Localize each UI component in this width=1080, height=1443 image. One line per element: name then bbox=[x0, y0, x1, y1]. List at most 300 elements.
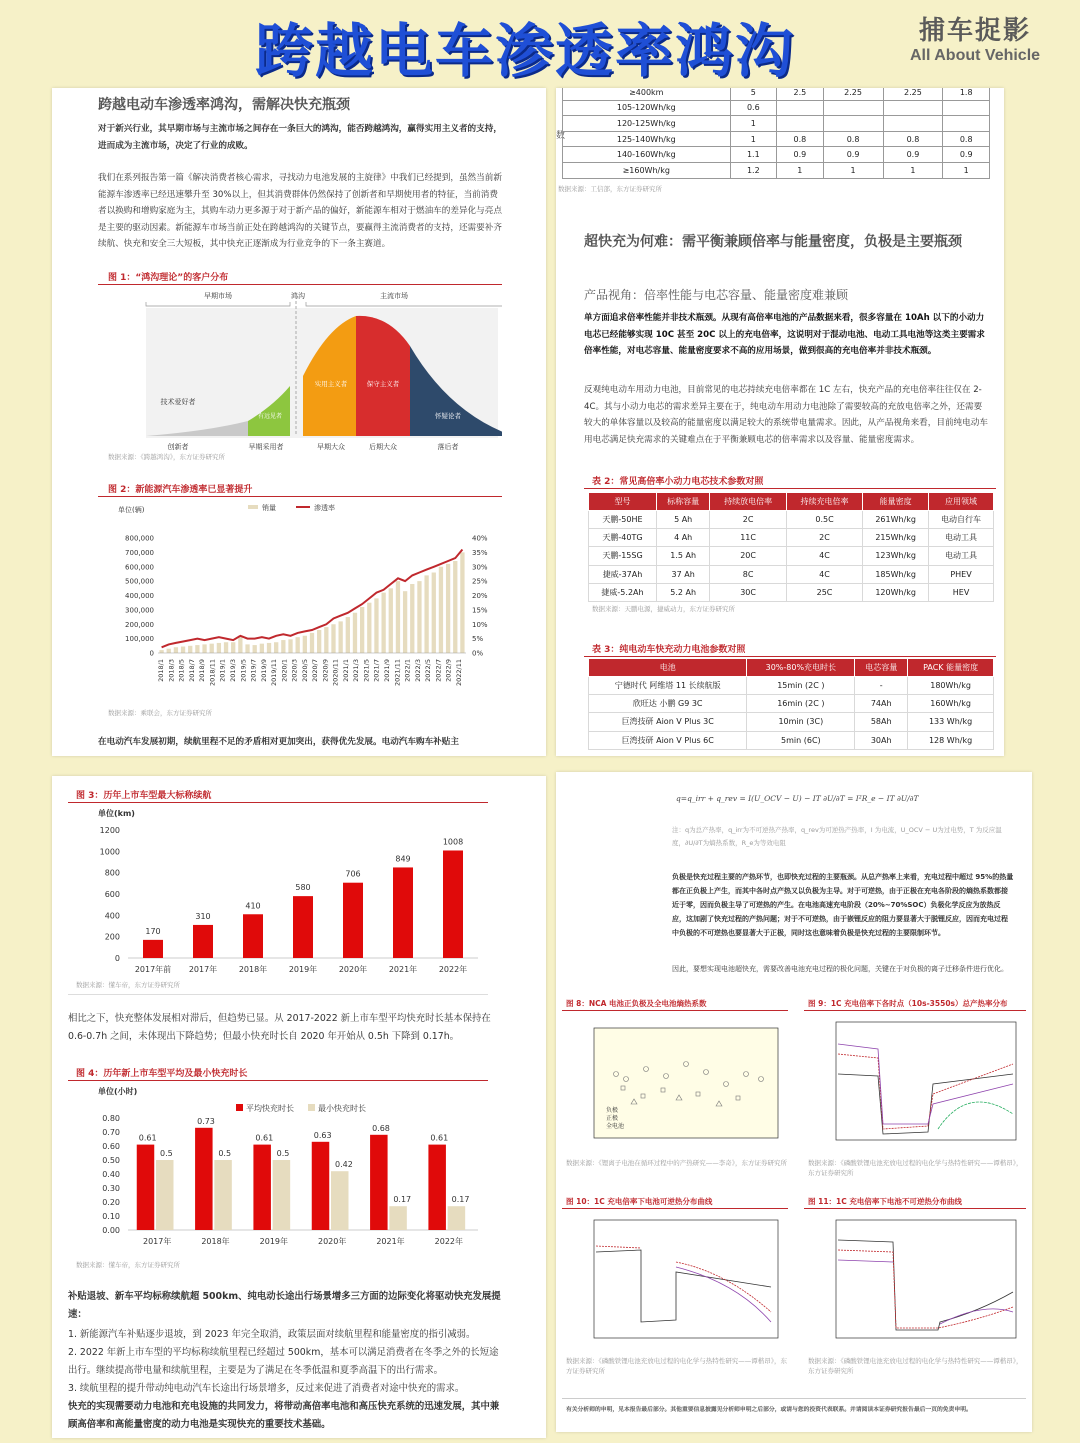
fig8-plot-area bbox=[594, 1028, 778, 1138]
fig2-bar bbox=[324, 627, 328, 653]
fig9-curve-4 bbox=[938, 1102, 1013, 1129]
fig2-bar bbox=[217, 643, 221, 653]
table-row bbox=[589, 547, 994, 565]
fig2-xtick: 2020/5 bbox=[300, 659, 309, 682]
fig4-xtick: 2017年 bbox=[142, 1237, 172, 1246]
fig9-curve-3 bbox=[838, 1044, 1013, 1124]
fig4-ytick: 0.50 bbox=[102, 1156, 120, 1165]
fig10-curve-2 bbox=[596, 1246, 771, 1312]
fig2-y2tick: 20% bbox=[472, 592, 488, 600]
page-4 bbox=[556, 772, 1032, 1432]
table2-source: 数据来源：天鹏电源，捷威动力，东方证券研究所 bbox=[592, 605, 735, 613]
fig4-bar bbox=[195, 1128, 213, 1230]
fig11-rule bbox=[804, 1208, 1026, 1209]
top-table-cell: 1 bbox=[883, 162, 943, 178]
table-cell: 160Wh/kg bbox=[908, 695, 994, 713]
table-cell: 37 Ah bbox=[657, 565, 710, 583]
fig3-caption: 图 3：历年上市车型最大标称续航 bbox=[76, 791, 212, 801]
fig2-ytick: 300,000 bbox=[125, 606, 154, 615]
fig10-chart bbox=[566, 1212, 788, 1352]
fig2-xtick: 2019/7 bbox=[249, 659, 258, 682]
page-1 bbox=[52, 88, 546, 756]
table-cell: HEV bbox=[929, 583, 994, 601]
fig8-legend-1: 负极 bbox=[606, 1107, 619, 1114]
fig2-bar bbox=[403, 591, 407, 653]
fig3-ytick: 800 bbox=[104, 868, 120, 878]
fig2-ytick: 100,000 bbox=[125, 635, 154, 644]
fig11-source: 数据来源：《磷酸铁锂电池充放电过程的电化学与热特性研究——谭楷昂》，东方证券研究所 bbox=[808, 1357, 1023, 1375]
top-table-cell bbox=[883, 116, 943, 132]
top-table-cell: 140-160Wh/kg bbox=[563, 147, 731, 163]
fig2-bar bbox=[381, 593, 385, 653]
table-cell: 巨湾技研 Aion V Plus 6C bbox=[589, 731, 747, 749]
fig4-bar-label: 0.17 bbox=[393, 1195, 412, 1205]
fig1-x-label-5: 落后者 bbox=[437, 443, 459, 451]
fig2-bar bbox=[202, 644, 206, 653]
fig2-xtick: 2018/5 bbox=[177, 659, 186, 682]
fig4-bar-label: 0.73 bbox=[197, 1116, 215, 1126]
fig3-xtick: 2019年 bbox=[288, 965, 318, 974]
fig8-legend-2: 正极 bbox=[606, 1115, 619, 1122]
fig2-xtick: 2019/3 bbox=[229, 659, 237, 682]
fig4-source: 数据来源：懂车帝，东方证券研究所 bbox=[76, 1261, 180, 1269]
page1-para1: 对于新兴行业，其早期市场与主流市场之间存在一条巨大的鸿沟，能否跨越鸿沟，赢得实用主义者的支持，进而成为主流市场，决定了行业的成败。 bbox=[98, 124, 502, 151]
table-cell: 巨湾技研 Aion V Plus 3C bbox=[589, 713, 747, 731]
fig3-source: 数据来源：懂车帝，东方证券研究所 bbox=[76, 981, 180, 989]
fig2-ytick: 200,000 bbox=[125, 620, 154, 629]
fig2-xtick: 2021/11 bbox=[393, 659, 402, 687]
table-cell: 15min (2C ) bbox=[747, 677, 855, 695]
fig11-chart bbox=[808, 1212, 1026, 1352]
fig2-bar bbox=[253, 645, 257, 653]
table-cell: 20C bbox=[710, 547, 786, 565]
table-header-cell: 持续放电倍率 bbox=[710, 493, 786, 511]
fig2-bar bbox=[188, 646, 192, 653]
table-row bbox=[589, 695, 994, 713]
page4-para2: 因此，要想实现电池超快充，需要改善电池充电过程的极化问题，关键在于对负极的离子迁移条件进行优化。 bbox=[672, 965, 1008, 973]
fig2-xtick: 2022/1 bbox=[403, 659, 412, 682]
fig2-bar bbox=[288, 639, 292, 653]
fig3-bar-label: 1008 bbox=[442, 837, 464, 847]
fig3-ytick: 1000 bbox=[99, 847, 120, 857]
top-table-cell: 1.2 bbox=[730, 162, 777, 178]
fig4-ytick: 0.80 bbox=[102, 1114, 120, 1123]
table-cell: 2C bbox=[710, 511, 786, 529]
page3-list-1: 1. 新能源汽车补贴逐步退坡，到 2023 年完全取消，政策层面对续航里程和能量密度的指引减弱。 bbox=[68, 1329, 476, 1340]
fig9-rule bbox=[804, 1010, 1026, 1011]
top-table-cell: 0.9 bbox=[883, 147, 943, 163]
page3-list-3: 3. 续航里程的提升带动纯电动汽车长途出行场景增多，反过来促进了消费者对途中快充的需求。 bbox=[68, 1383, 465, 1394]
fig3-ytick: 600 bbox=[104, 890, 120, 899]
table-cell: 10min (3C) bbox=[747, 713, 855, 731]
top-table-cell: 0.8 bbox=[777, 131, 824, 147]
fig2-xtick: 2022/7 bbox=[434, 659, 443, 682]
page2-para2: 反观纯电动车用动力电池，目前常见的电芯持续充电倍率都在 1C 左右，快充产品的充电倍率往往仅在 2-4C。其与小动力电芯的需求差异主要在于，纯电动车用动力电池除了需要较高的充放电倍率之外，还需要较大的单体容量以及较高的能量密度以满足较大的系统带电量需求。因此，从产品视角来看，目前纯电动车用电芯满足快充需求的关键难点在于平衡兼顾电芯的倍率需求以及容量、能量密度需求。 bbox=[584, 385, 988, 445]
fig3-bar-label: 170 bbox=[145, 926, 161, 936]
fig10-curve-3 bbox=[676, 1267, 771, 1322]
fig2-xtick: 2022/9 bbox=[444, 659, 453, 682]
top-table-cell: 0.8 bbox=[943, 131, 990, 147]
table-cell: 天鹏-15SG bbox=[589, 547, 657, 565]
table-cell: 8C bbox=[710, 565, 786, 583]
fig2-xtick: 2018/1 bbox=[157, 659, 166, 682]
top-table-cell: 2.5 bbox=[777, 88, 824, 100]
fig10-caption: 图 10：1C 充电倍率下电池可逆热分布曲线 bbox=[566, 1197, 713, 1206]
fig3-xtick: 2021年 bbox=[388, 965, 418, 974]
table-cell: 5min (6C) bbox=[747, 731, 855, 749]
fig2-bar bbox=[159, 650, 163, 653]
table-cell: 宁德时代 阿维塔 11 长续航版 bbox=[589, 677, 747, 695]
table-row bbox=[589, 677, 994, 695]
top-table-cell: 2.25 bbox=[823, 88, 883, 100]
fig8-rule bbox=[562, 1010, 788, 1011]
brand-name-en: All About Vehicle bbox=[909, 47, 1041, 64]
fig3-bottom-rule bbox=[68, 994, 488, 995]
fig2-xtick: 2021/5 bbox=[362, 659, 371, 682]
fig2-bar bbox=[210, 644, 214, 653]
fig2-bar bbox=[374, 598, 378, 653]
fig4-ytick: 0.70 bbox=[102, 1128, 120, 1137]
fig4-bar bbox=[312, 1142, 330, 1230]
table-header-cell: 标称容量 bbox=[657, 493, 710, 511]
table-cell: 215Wh/kg bbox=[863, 529, 929, 547]
fig4-bar bbox=[253, 1145, 271, 1230]
fig2-bar bbox=[317, 630, 321, 653]
fig2-bar bbox=[274, 642, 278, 653]
formula: q=q_irr + q_rev = I(U_OCV − U) − IT ∂U/∂T = I²R_e − IT ∂U/∂T bbox=[676, 794, 919, 803]
table-row bbox=[589, 511, 994, 529]
top-table-cell bbox=[883, 100, 943, 116]
fig2-bar bbox=[446, 564, 450, 653]
fig4-ytick: 0.40 bbox=[102, 1170, 120, 1179]
table-cell: - bbox=[855, 677, 908, 695]
footer-rule bbox=[562, 1398, 1026, 1399]
table-header-cell: 应用领域 bbox=[929, 493, 994, 511]
fig1-seg-skep: 怀疑论者 bbox=[435, 412, 461, 420]
fig2-xtick: 2019/9 bbox=[259, 659, 268, 682]
table3 bbox=[588, 658, 994, 750]
top-table-cell: 0.6 bbox=[730, 100, 777, 116]
page3-para2: 补贴退坡、新车平均标称续航超 500km、纯电动长途出行场景增多三方面的边际变化将驱动快充发展提速： bbox=[68, 1291, 501, 1320]
top-table-cell: 105-120Wh/kg bbox=[563, 100, 731, 116]
fig2-legend-rate: 渗透率 bbox=[314, 504, 335, 512]
fig2-xtick: 2021/3 bbox=[352, 659, 361, 682]
fig4-bar-label: 0.63 bbox=[313, 1130, 332, 1140]
table-row bbox=[589, 583, 994, 601]
fig4-bar-label: 0.5 bbox=[276, 1149, 290, 1158]
table-cell: 128 Wh/kg bbox=[908, 731, 994, 749]
top-table-cell: 1 bbox=[823, 162, 883, 178]
fig2-bar bbox=[453, 561, 457, 653]
table-cell: 30Ah bbox=[855, 731, 908, 749]
fig2-xtick: 2018/7 bbox=[187, 659, 196, 682]
fig9-plot-area bbox=[836, 1022, 1016, 1140]
table-cell: 185Wh/kg bbox=[863, 565, 929, 583]
fig3-bar bbox=[343, 883, 363, 958]
fig4-legend-swatch-avg bbox=[236, 1104, 243, 1111]
fig2-ytick: 600,000 bbox=[125, 563, 154, 572]
fig4-bar-label: 0.68 bbox=[372, 1123, 390, 1133]
fig4-bar bbox=[331, 1171, 349, 1230]
table-header-cell: 型号 bbox=[589, 493, 657, 511]
banner-title: 跨越电车渗透率鸿沟 bbox=[255, 17, 796, 85]
top-table-cell: ≥400km bbox=[563, 88, 731, 100]
fig2-bar bbox=[238, 636, 242, 653]
table-cell: 电动工具 bbox=[929, 547, 994, 565]
fig1-x-label-1: 创新者 bbox=[167, 443, 189, 451]
fig4-bar bbox=[137, 1145, 155, 1230]
table-row bbox=[589, 713, 994, 731]
fig2-bar bbox=[367, 603, 371, 653]
fig2-bar bbox=[174, 647, 178, 653]
fig1-x-label-4: 后期大众 bbox=[369, 443, 397, 451]
fig8-caption: 图 8：NCA 电池正负极及全电池熵热系数 bbox=[566, 999, 707, 1008]
table-cell: 捷威-37Ah bbox=[589, 565, 657, 583]
fig4-chart bbox=[68, 1082, 488, 1258]
fig2-xtick: 2022/5 bbox=[424, 659, 433, 682]
fig2-bar bbox=[353, 613, 357, 653]
top-table-side-label: 数 bbox=[556, 131, 566, 141]
fig1-chasm-diagram bbox=[98, 286, 502, 466]
fig2-xtick: 2020/7 bbox=[311, 659, 320, 682]
fig3-bar bbox=[393, 867, 413, 958]
top-table-row bbox=[563, 162, 990, 178]
fig3-ylabel: 单位(km) bbox=[98, 809, 135, 818]
top-table-cell: 0.9 bbox=[823, 147, 883, 163]
table-cell: 58Ah bbox=[855, 713, 908, 731]
fig2-bar bbox=[181, 647, 185, 653]
fig1-bracket-early bbox=[146, 302, 290, 306]
fig2-xtick: 2018/3 bbox=[167, 659, 176, 682]
fig3-xtick: 2018年 bbox=[238, 965, 268, 974]
fig1-seg-cons: 保守主义者 bbox=[366, 380, 400, 388]
fig3-ytick: 0 bbox=[114, 954, 120, 963]
fig2-y2tick: 10% bbox=[472, 620, 488, 629]
top-table-source: 数据来源：工信部，东方证券研究所 bbox=[558, 185, 662, 193]
table-cell: 欣旺达 小鹏 G9 3C bbox=[589, 695, 747, 713]
fig3-bar-label: 310 bbox=[195, 911, 211, 921]
fig2-xtick: 2019/1 bbox=[218, 659, 227, 682]
table-cell: 30C bbox=[710, 583, 786, 601]
fig2-xtick: 2021/7 bbox=[372, 659, 381, 682]
fig2-xtick: 2022/3 bbox=[413, 659, 422, 682]
table2-rule bbox=[584, 488, 996, 489]
brand-name-cn: 捕车捉影 bbox=[918, 16, 1031, 46]
fig9-chart bbox=[808, 1014, 1026, 1154]
fig1-seg-vision: 有远见者 bbox=[257, 413, 283, 420]
fig2-bar bbox=[260, 644, 264, 653]
fig10-curve-1 bbox=[596, 1250, 771, 1322]
fig1-rule bbox=[98, 284, 502, 285]
page2-subheading: 产品视角：倍率性能与电芯容量、能量密度难兼顾 bbox=[584, 288, 849, 302]
fig2-xtick: 2021/1 bbox=[341, 659, 350, 682]
fig11-curve-2 bbox=[838, 1250, 1013, 1328]
top-table-row bbox=[563, 131, 990, 147]
fig3-ytick: 400 bbox=[104, 911, 120, 921]
fig2-xtick: 2018/9 bbox=[198, 659, 207, 682]
fig2-bar bbox=[346, 617, 350, 653]
fig2-rule bbox=[98, 496, 502, 497]
table-cell: 180Wh/kg bbox=[908, 677, 994, 695]
fig9-source: 数据来源：《磷酸铁锂电池充放电过程的电化学与热特性研究——谭楷昂》，东方证券研究所 bbox=[808, 1159, 1023, 1177]
table-cell: 捷威-5.2Ah bbox=[589, 583, 657, 601]
fig3-xtick: 2017年 bbox=[188, 965, 218, 974]
top-table-cell: 0.8 bbox=[823, 131, 883, 147]
page3-list-2: 2. 2022 年新上市车型的平均标称续航里程已经超过 500km，基本可以满足消费者在冬季之外的长短途出行。继续提高带电量和续航里程，主要是为了满足在冬季低温和夏季高温下的出行需求。 bbox=[68, 1347, 499, 1376]
fig11-curve-1 bbox=[838, 1240, 1013, 1330]
brand-logo bbox=[880, 10, 1070, 65]
fig2-rate-line bbox=[162, 550, 463, 648]
page1-bottom-text: 在电动汽车发展初期，续航里程不足的矛盾相对更加突出，获得优先发展。电动汽车购车补贴主 bbox=[98, 737, 459, 747]
fig2-y2tick: 15% bbox=[472, 606, 488, 615]
fig2-bar bbox=[417, 581, 421, 653]
fig1-label-main: 主流市场 bbox=[380, 292, 408, 300]
fig9-caption: 图 9：1C 充电倍率下各时点（10s-3550s）总产热率分布 bbox=[808, 999, 1008, 1008]
table-cell: 5 Ah bbox=[657, 511, 710, 529]
fig2-bar bbox=[224, 642, 228, 653]
fig4-bar bbox=[214, 1160, 232, 1230]
page2-para1-text: 单方面追求倍率性能并非技术瓶颈。从现有高倍率电池的产品数据来看，很多容量在 10Ah 以下的小动力电芯已经能够实现 10C 甚至 20C 以上的充电倍率，这说明对于混动电池、电动工具电池等这类主要需求倍率性能，对电芯容量、能量密度要求不高的应用场景，做到很高的充电倍率并非技术瓶颈。 bbox=[584, 313, 985, 356]
fig2-bar bbox=[360, 607, 364, 653]
table-cell: 16min (2C ) bbox=[747, 695, 855, 713]
fig4-rule bbox=[68, 1080, 488, 1081]
top-table-cell bbox=[823, 100, 883, 116]
fig2-xtick: 2019/5 bbox=[239, 659, 248, 682]
table3-rule bbox=[584, 656, 996, 657]
fig2-xtick: 2019/11 bbox=[270, 659, 279, 687]
top-table-cell bbox=[777, 100, 824, 116]
fig2-y2tick: 30% bbox=[472, 563, 488, 572]
fig3-xtick: 2020年 bbox=[338, 965, 368, 974]
fig4-bar-label: 0.5 bbox=[160, 1149, 173, 1158]
fig2-bar bbox=[424, 575, 428, 653]
fig1-source: 数据来源：《跨越鸿沟》，东方证券研究所 bbox=[108, 453, 225, 461]
fig3-bar-label: 410 bbox=[245, 901, 261, 911]
fig2-bar bbox=[439, 567, 443, 653]
fig3-bar bbox=[193, 925, 213, 958]
table-header-cell: 30%-80%充电时长 bbox=[747, 659, 855, 677]
fig4-xtick: 2019年 bbox=[259, 1237, 289, 1246]
fig2-ytick: 500,000 bbox=[125, 577, 154, 586]
table-cell: 11C bbox=[710, 529, 786, 547]
fig2-xtick: 2020/1 bbox=[280, 659, 289, 682]
fig8-source: 数据来源：《锂离子电池在循环过程中的产热研究——李奇》，东方证券研究所 bbox=[566, 1159, 787, 1167]
table-cell: 5.2 Ah bbox=[657, 583, 710, 601]
top-table-cell bbox=[823, 116, 883, 132]
fig4-bar-label: 0.42 bbox=[335, 1160, 353, 1170]
fig2-y2tick: 5% bbox=[472, 635, 484, 644]
fig3-rule bbox=[68, 802, 488, 803]
fig1-caption: 图 1：“鸿沟理论”的客户分布 bbox=[108, 273, 229, 283]
fig2-bar bbox=[432, 573, 436, 654]
fig10-source: 数据来源：《磷酸铁锂电池充放电过程的电化学与热特性研究——谭楷昂》，东方证券研究所 bbox=[566, 1357, 787, 1375]
fig4-bar bbox=[273, 1160, 291, 1230]
fig4-xtick: 2020年 bbox=[317, 1237, 347, 1246]
fig8-legend-3: 全电池 bbox=[606, 1123, 625, 1130]
page3-para3: 快充的实现需要动力电池和充电设施的共同发力，将带动高倍率电池和高压快充系统的迅速发展，其中兼顾高倍率和高能量密度的动力电池是实现快充的重要技术基础。 bbox=[68, 1401, 500, 1430]
fig2-legend-sales: 销量 bbox=[262, 504, 276, 512]
top-table-cell: ≥160Wh/kg bbox=[563, 162, 731, 178]
table-cell: 261Wh/kg bbox=[863, 511, 929, 529]
fig2-y2tick: 35% bbox=[472, 548, 488, 557]
page1-heading: 跨越电动车渗透率鸿沟，需解决快充瓶颈 bbox=[98, 97, 350, 113]
table-row bbox=[589, 731, 994, 749]
table-cell: 74Ah bbox=[855, 695, 908, 713]
fig2-y2tick: 0% bbox=[472, 649, 484, 658]
fig2-bar bbox=[339, 621, 343, 653]
fig1-seg-prag: 实用主义者 bbox=[314, 380, 348, 388]
table-header-cell: 电芯容量 bbox=[855, 659, 908, 677]
fig2-ytick: 0 bbox=[149, 649, 154, 658]
table-header-cell: PACK 能量密度 bbox=[908, 659, 994, 677]
top-table-cell bbox=[777, 116, 824, 132]
fig1-label-early: 早期市场 bbox=[204, 292, 232, 300]
fig3-bar bbox=[243, 914, 263, 958]
table-cell: 120Wh/kg bbox=[863, 583, 929, 601]
table3-caption: 表 3：纯电动车快充动力电池参数对照 bbox=[592, 645, 746, 655]
fig1-x-label-2: 早期采用者 bbox=[248, 443, 284, 451]
fig3-ytick: 200 bbox=[104, 932, 120, 942]
fig1-bracket-main bbox=[306, 302, 502, 306]
top-table-cell bbox=[943, 116, 990, 132]
fig2-ytick: 800,000 bbox=[125, 534, 154, 543]
table-cell: 0.5C bbox=[786, 511, 862, 529]
fig2-xtick: 2018/11 bbox=[208, 659, 217, 687]
page1-para2: 我们在系列报告第一篇《解决消费者核心需求，寻找动力电池发展的主旋律》中我们已经提到，虽然当前新能源车渗透率已经迅速攀升至 30%以上，但其消费群体仍然保持了创新者和早期使用者的特征，当前消费者以换购和增购家庭为主，其购车动力更多源于对于新产品的偏好，新能源车相对于燃油车的差异化与亮点是主要的驱动因素。新能源车市场当前正处在跨越鸿沟的关键节点，要赢得主流消费者的支持，还需要补齐续航、快充和安全三大短板，其中快充正逐渐成为行业竞争的下一条主赛道。 bbox=[98, 173, 502, 249]
table2-caption: 表 2：常见高倍率小动力电芯技术参数对照 bbox=[592, 477, 764, 487]
fig2-bar bbox=[410, 584, 414, 653]
fig4-xtick: 2018年 bbox=[201, 1237, 230, 1246]
fig2-bar bbox=[267, 643, 271, 653]
table-cell: 4C bbox=[786, 565, 862, 583]
fig4-bar bbox=[428, 1145, 446, 1230]
fig2-bar bbox=[389, 588, 393, 653]
top-table-cell: 1 bbox=[730, 116, 777, 132]
fig4-xtick: 2022年 bbox=[434, 1237, 464, 1246]
fig4-legend-avg: 平均快充时长 bbox=[246, 1104, 294, 1113]
page3-para1: 相比之下，快充整体发展相对滞后，但趋势已显。从 2017-2022 新上市车型平均快充时长基本保持在 0.6-0.7h 之间，未体现出下降趋势；但最小快充时长自 2020 年开始从 0.5h 下降到 0.17h。 bbox=[68, 1013, 491, 1042]
fig9-curve-1 bbox=[838, 1074, 1013, 1134]
fig3-bar-label: 849 bbox=[395, 854, 411, 864]
fig2-caption: 图 2：新能源汽车渗透率已显著提升 bbox=[108, 485, 253, 495]
table-cell: PHEV bbox=[929, 565, 994, 583]
fig2-bar bbox=[296, 637, 300, 653]
fig4-ytick: 0.20 bbox=[102, 1198, 120, 1207]
fig2-y2tick: 40% bbox=[472, 534, 488, 543]
table-cell: 25C bbox=[786, 583, 862, 601]
fig10-rule bbox=[562, 1208, 788, 1209]
top-table-cell: 5 bbox=[730, 88, 777, 100]
formula-note: 注：q为总产热率，q_irr为不可逆热产热率，q_rev为可逆热产热率，I 为电流，U_OCV − U为过电势，T 为反应温度，∂U/∂T为熵热系数，R_e为等效电阻 bbox=[672, 826, 1002, 847]
fig3-bar-label: 706 bbox=[345, 869, 361, 879]
fig9-curve-2 bbox=[838, 1054, 1013, 1129]
fig3-chart bbox=[68, 804, 488, 978]
page4-para1: 负极是快充过程主要的产热环节，也即快充过程的主要瓶颈。从总产热率上来看，充电过程中超过 95%的热量都在正负极上产生，而其中各时点产热又以负极为主导。对于可逆热，由于正极在充电各阶段的熵热系数都接近于零，因而负极主导了可逆热的产生。在电池高速充电阶段（20%~70%SOC）负极化学反应为放热反应，这加剧了快充过程的产热问题；对于不可逆热，由于嵌锂反应的阻力要显著大于脱锂反应，因而充电过程中负极的不可逆热也要显著大于正极，同时这也意味着负极是快充过程的主要限制环节。 bbox=[672, 873, 1014, 937]
fig4-ytick: 0.30 bbox=[102, 1184, 120, 1193]
fig4-bar bbox=[389, 1206, 407, 1230]
fig2-bar bbox=[231, 642, 235, 653]
fig2-ytick: 400,000 bbox=[125, 592, 154, 600]
top-table-cell: 1.8 bbox=[943, 88, 990, 100]
fig2-xtick: 2020/11 bbox=[331, 659, 340, 687]
fig2-bar bbox=[460, 552, 464, 653]
fig4-legend-swatch-min bbox=[308, 1104, 315, 1111]
page4-footer: 有关分析师的申明，见本报告最后部分。其他重要信息披露见分析师申明之后部分，或请与您的投资代表联系。并请阅读本证券研究报告最后一页的免责申明。 bbox=[566, 1407, 972, 1413]
fig3-ytick: 1200 bbox=[99, 826, 120, 835]
top-table-cell: 1 bbox=[943, 162, 990, 178]
table-cell: 电动自行车 bbox=[929, 511, 994, 529]
fig10-plot-area bbox=[594, 1220, 778, 1338]
